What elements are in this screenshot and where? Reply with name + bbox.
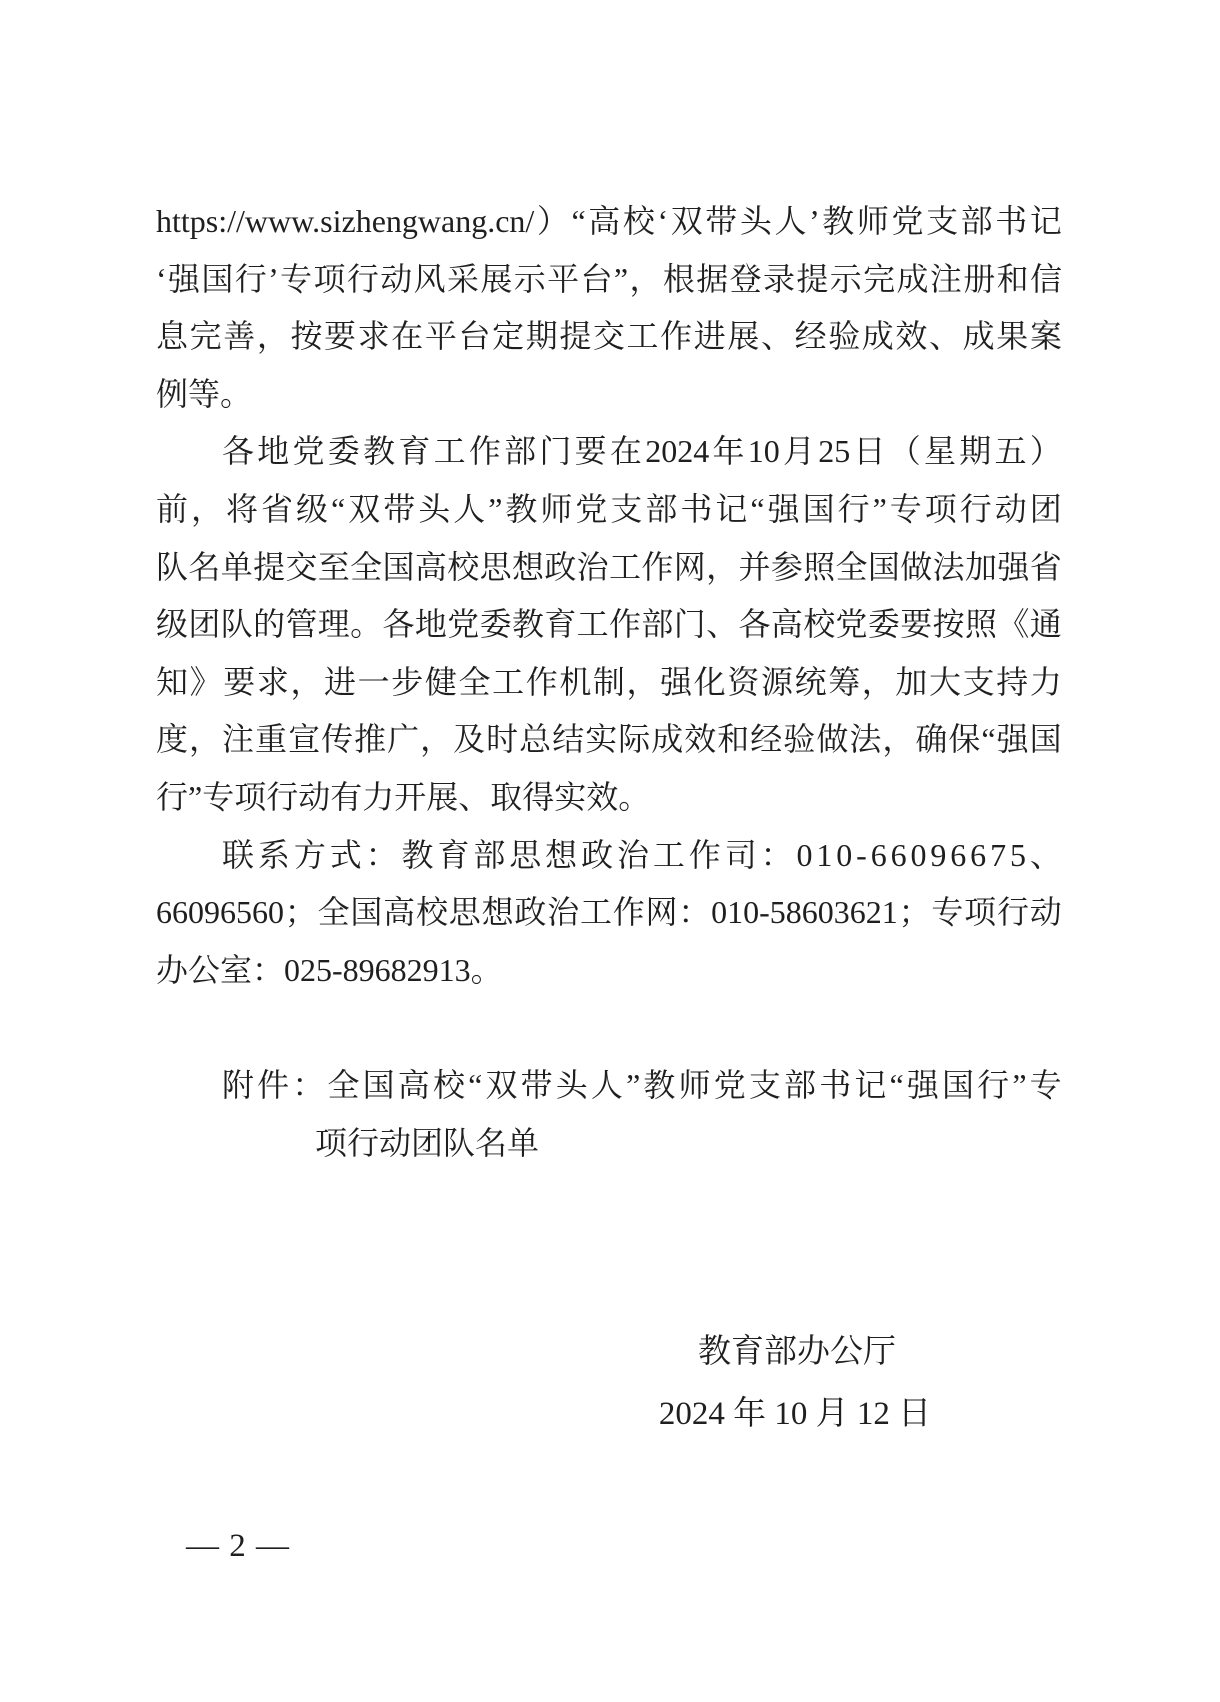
text-line: 前 ， 将 省 级 “ 双 带 头 人 ” 教 师 党 支 部 书 记 “ 强 国 行 ” 专 项 行 动 团 <box>156 490 1062 527</box>
text-line: ‘ 强 国 行 ’ 专 项 行 动 风 采 展 示 平 台 ” ， 根 据 登 录 提 示 完 成 注 册 和 信 <box>156 260 1062 297</box>
text-line: 度 ， 注 重 宣 传 推 广 ， 及 时 总 结 实 际 成 效 和 经 验 做 法 ， 确 保 “ 强 国 <box>156 721 1062 758</box>
text-line: 行”专项行动有力开展、取得实效。 <box>156 778 651 815</box>
text-line: 各 地 党 委 教 育 工 作 部 门 要 在 2024 年 10 月 25 日 （ 星 期 五 ） <box>222 433 1062 470</box>
signature-date: 2024 年 10 月 12 日 <box>658 1396 932 1432</box>
text-line: 66096560 ； 全 国 高 校 思 想 政 治 工 作 网 ： 010-58603621 ； 专 项 行 动 <box>156 894 1062 931</box>
text-line: 附 件 ： 全 国 高 校 “ 双 带 头 人 ” 教 师 党 支 部 书 记 “ 强 国 行 ” 专 <box>222 1066 1062 1103</box>
text-line: 息 完 善 ， 按 要 求 在 平 台 定 期 提 交 工 作 进 展 、 经 验 成 效 、 成 果 案 <box>156 318 1062 355</box>
text-line: 级 团 队 的 管 理 。 各 地 党 委 教 育 工 作 部 门 、 各 高 校 党 委 要 按 照 《 通 <box>156 606 1062 643</box>
document-body <box>156 193 1062 1172</box>
text-line: 联 系 方 式 ： 教 育 部 思 想 政 治 工 作 司 ： 0 1 0 - 6 6 0 9 6 6 7 5 、 <box>222 836 1062 873</box>
text-line: 例等。 <box>156 375 253 412</box>
text-line: https://www.sizhengwang.cn/ ） “ 高 校 ‘ 双 带 头 人 ’ 教 师 党 支 部 书 记 <box>156 203 1062 239</box>
page-number: — 2 — <box>186 1528 290 1564</box>
text-line: 队 名 单 提 交 至 全 国 高 校 思 想 政 治 工 作 网 ， 并 参 照 全 国 做 法 加 强 省 <box>156 548 1062 585</box>
signature-organization: 教育部办公厅 <box>698 1334 896 1370</box>
text-line: 知 》 要 求 ， 进 一 步 健 全 工 作 机 制 ， 强 化 资 源 统 筹 ， 加 大 支 持 力 <box>156 663 1062 700</box>
text-line: 办公室：025-89682913。 <box>156 951 503 988</box>
text-line: 项行动团队名单 <box>315 1124 540 1161</box>
blank-line <box>156 999 1062 1057</box>
